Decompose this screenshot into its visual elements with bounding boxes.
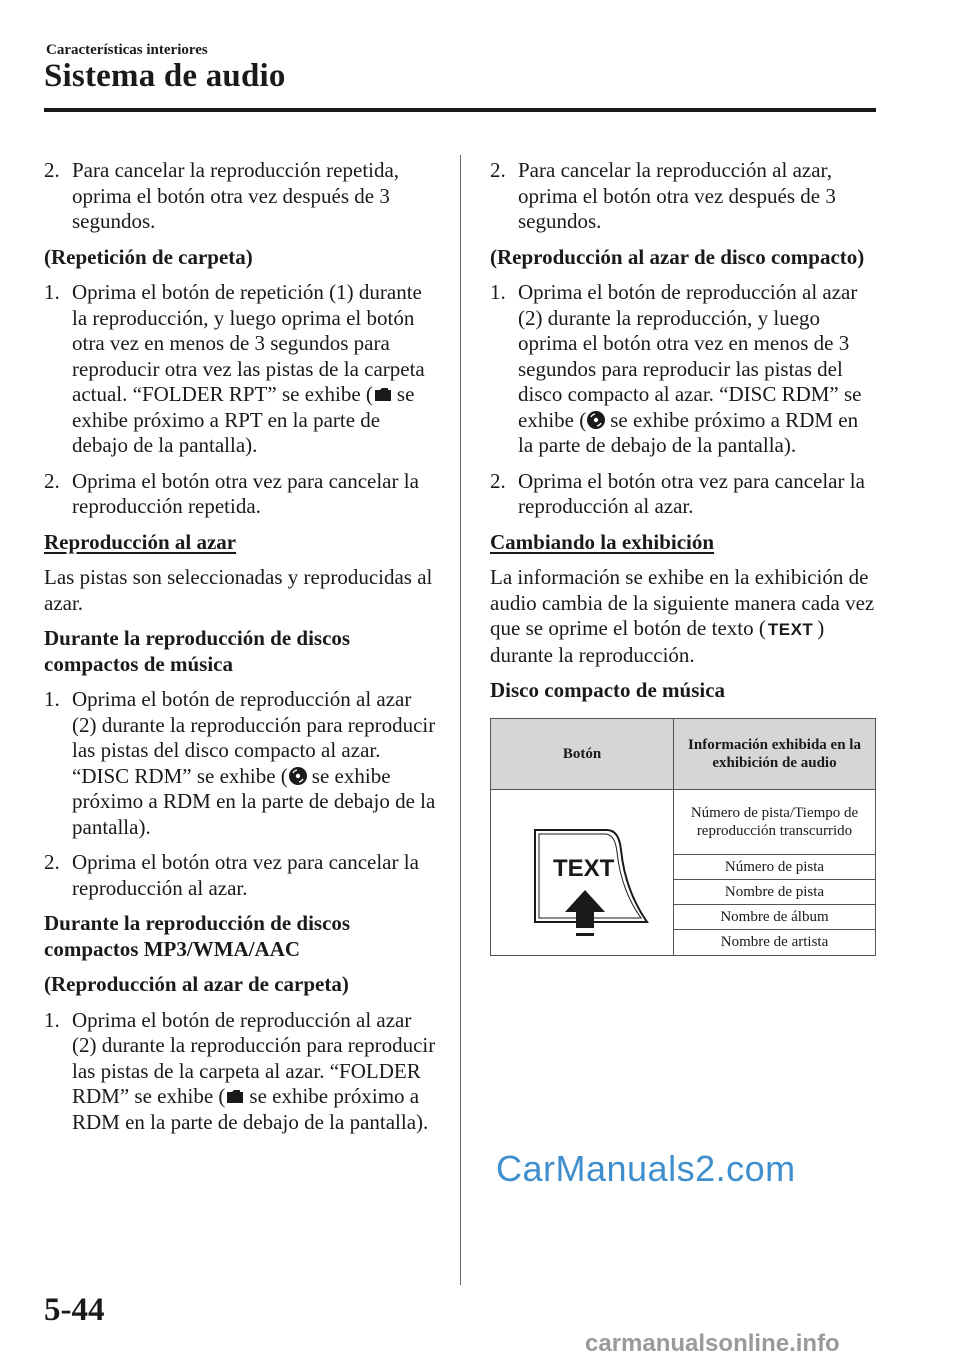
step-text: Oprima el botón de reproducción al azar (2) durante la reproducción para reproducir las pistas de la carpeta al azar. “FOLDER RDM” se exhibe ( se exhibe próximo a RDM en la parte de debajo de la pantalla). <box>72 1007 436 1134</box>
step-cancel-cd-random <box>44 850 440 901</box>
text-button-graphic-label: TEXT <box>553 854 615 882</box>
step-number: 1. <box>490 280 506 304</box>
folder-icon <box>225 1086 245 1106</box>
disc-icon <box>586 410 606 430</box>
cd-music-heading: Durante la reproducción de discos compactos de música <box>44 626 351 676</box>
left-column <box>44 158 440 1145</box>
table-cell: Número de pista/Tiempo de reproducción transcurrido <box>674 789 876 854</box>
cd-heading: Disco compacto de música <box>490 678 726 702</box>
step-folder-random <box>44 1008 440 1136</box>
right-column <box>490 158 878 956</box>
display-heading: Cambiando la exhibición <box>490 529 715 554</box>
step-text: Para cancelar la reproducción al azar, oprima el botón otra vez después de 3 segundos. <box>518 158 836 233</box>
step-number: 1. <box>44 687 60 711</box>
footer-site: carmanualsonline.info <box>585 1330 840 1357</box>
step-text: Oprima el botón de reproducción al azar (2) durante la reproducción, y luego oprima el botón otra vez en menos de 3 segundos para reproducir las pistas del disco compacto al azar. “DISC RDM” se exhibe ( se exhibe próximo a RDM en la parte de debajo de la pantalla). <box>518 280 862 457</box>
step-disc-random <box>490 280 878 459</box>
random-heading: Reproducción al azar <box>44 529 237 554</box>
step-cancel-disc-random <box>490 469 878 520</box>
step-folder-repeat <box>44 280 440 459</box>
step-cancel-repeat <box>44 158 440 235</box>
mp3-heading: Durante la reproducción de discos compactos MP3/WMA/AAC <box>44 911 351 961</box>
step-text: Oprima el botón otra vez para cancelar la reproducción al azar. <box>518 468 865 518</box>
table-cell: Nombre de pista <box>674 879 876 904</box>
text-button-graphic-cell <box>491 789 674 955</box>
display-intro: La información se exhibe en la exhibición de audio cambia de la siguiente manera cada vez que se oprime el botón de texto ( TEXT ) durante la reproducción. <box>490 565 875 667</box>
disc-icon <box>288 766 308 786</box>
table-cell: Nombre de álbum <box>674 905 876 930</box>
step-number: 2. <box>490 468 506 493</box>
step-number: 1. <box>44 1007 60 1032</box>
display-table <box>490 718 876 956</box>
step-cancel-folder-repeat <box>44 469 440 520</box>
col-info-header: Información exhibida en la exhibición de audio <box>674 718 876 789</box>
step-number: 2. <box>490 158 506 182</box>
folder-random-heading: (Reproducción al azar de carpeta) <box>44 972 349 996</box>
table-row <box>491 789 876 854</box>
step-cancel-random <box>490 158 878 235</box>
folder-repeat-heading: (Repetición de carpeta) <box>44 244 253 269</box>
folder-icon <box>373 384 393 404</box>
step-text: Oprima el botón de reproducción al azar (2) durante la reproducción para reproducir las pistas del disco compacto al azar. “DISC RDM” se exhibe ( se exhibe próximo a RDM en la parte de debajo de la pantalla). <box>72 687 436 839</box>
text-button-label: TEXT <box>767 620 814 639</box>
step-text: Oprima el botón de repetición (1) durante la reproducción, y luego oprima el botón otra vez en menos de 3 segundos para reproducir otra vez las pistas de la carpeta actual. “FOLDER RPT” se exhibe ( se exhibe próximo a RPT en la parte de debajo de la pantalla). <box>72 280 425 457</box>
step-number: 2. <box>44 850 60 874</box>
table-cell: Número de pista <box>674 854 876 879</box>
step-number: 2. <box>44 158 60 182</box>
column-divider <box>460 155 461 1285</box>
random-intro: Las pistas son seleccionadas y reproducidas al azar. <box>44 565 433 615</box>
page-number: 5-44 <box>44 1292 105 1328</box>
text-button-graphic <box>497 790 667 950</box>
page-title: Sistema de audio <box>44 58 286 94</box>
table-header-row <box>491 718 876 789</box>
table-cell: Nombre de artista <box>674 930 876 955</box>
step-number: 1. <box>44 280 60 304</box>
step-text: Oprima el botón otra vez para cancelar la reproducción repetida. <box>72 468 419 518</box>
step-text: Oprima el botón otra vez para cancelar la reproducción al azar. <box>72 850 419 900</box>
step-cd-random <box>44 687 440 840</box>
disc-random-heading: (Reproducción al azar de disco compacto) <box>490 244 865 269</box>
col-button-header: Botón <box>491 718 674 789</box>
section-label: Características interiores <box>46 42 208 58</box>
step-text: Para cancelar la reproducción repetida, oprima el botón otra vez después de 3 segundos. <box>72 158 400 233</box>
watermark: CarManuals2.com <box>496 1148 796 1189</box>
step-number: 2. <box>44 468 60 493</box>
title-rule <box>44 108 876 112</box>
